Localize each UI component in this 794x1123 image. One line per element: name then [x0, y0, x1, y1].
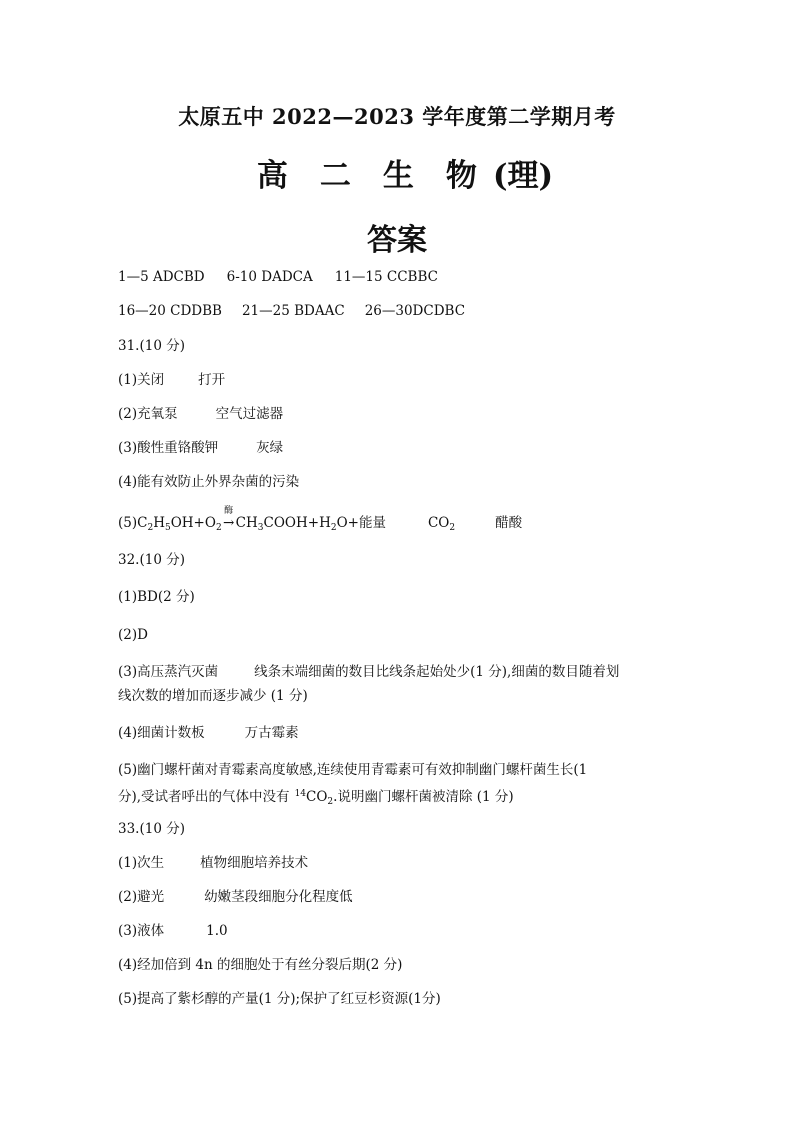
subject-suffix: (理) — [492, 158, 554, 194]
q32-answer-1: (1)BD(2 分) — [118, 589, 195, 605]
q32-answer-2: (2)D — [118, 627, 148, 643]
q31-answer-5: $(5)C_2H_5OH+O_2$ 酶 $\to CH_3COOH+H_2O+$能量 $CO_2$ 醋酸 — [118, 512, 522, 539]
choice-row-2: 16—20 CDDBB 21—25 BDAAC 26—30DCDBC — [118, 303, 466, 319]
q33-answer-2: (2)避光 幼嫩茎段细胞分化程度低 — [118, 889, 353, 905]
enzyme-arrow: 酶 → — [222, 512, 236, 534]
q32-answer-5-line-2: 分),受试者呼出的气体中没有 $^{14}CO_2$.说明幽门螺杆菌被清除 (1 分) — [118, 789, 514, 807]
q33-answer-3: (3)液体 1.0 — [118, 923, 228, 939]
q32-answer-4: (4)细菌计数板 万古霉素 — [118, 725, 299, 741]
q31-answer-2: (2)充氧泵 空气过滤器 — [118, 406, 284, 422]
q33-answer-5: (5)提高了紫杉醇的产量(1 分);保护了红豆杉资源(1分) — [118, 991, 441, 1007]
exam-title: 太原五中 2022—2023 学年度第二学期月考 — [178, 104, 616, 129]
q33-answer-1: (1)次生 植物细胞培养技术 — [118, 855, 309, 871]
subject-title — [0, 150, 794, 195]
q33-answer-4: (4)经加倍到 4n 的细胞处于有丝分裂后期(2 分) — [118, 957, 403, 973]
q33-heading: 33.(10 分) — [118, 821, 185, 837]
q32-answer-5-line-1: (5)幽门螺杆菌对青霉素高度敏感,连续使用青霉素可有效抑制幽门螺杆菌生长(1 — [118, 762, 588, 778]
q31-answer-1: (1)关闭 打开 — [118, 372, 226, 388]
q31-answer-3: (3)酸性重铬酸钾 灰绿 — [118, 440, 284, 456]
q31-answer-4: (4)能有效防止外界杂菌的污染 — [118, 474, 300, 490]
choice-row-1: 1—5 ADCBD 6-10 DADCA 11—15 CCBBC — [118, 269, 438, 285]
subject-char-4: 物 — [445, 158, 477, 194]
subject-char-1: 高 — [256, 158, 288, 194]
subject-char-2: 二 — [319, 158, 351, 194]
enzyme-label: 酶 — [224, 506, 234, 516]
answer-title: 答案 — [367, 223, 427, 258]
q31-heading: 31.(10 分) — [118, 338, 185, 354]
q32-answer-3-line-2: 线次数的增加而逐步减少 (1 分) — [118, 688, 308, 704]
subject-char-3: 生 — [382, 158, 414, 194]
q32-answer-3-line-1: (3)高压蒸汽灭菌 线条末端细菌的数目比线条起始处少(1 分),细菌的数目随着划 — [118, 664, 620, 680]
q32-heading: 32.(10 分) — [118, 552, 185, 568]
